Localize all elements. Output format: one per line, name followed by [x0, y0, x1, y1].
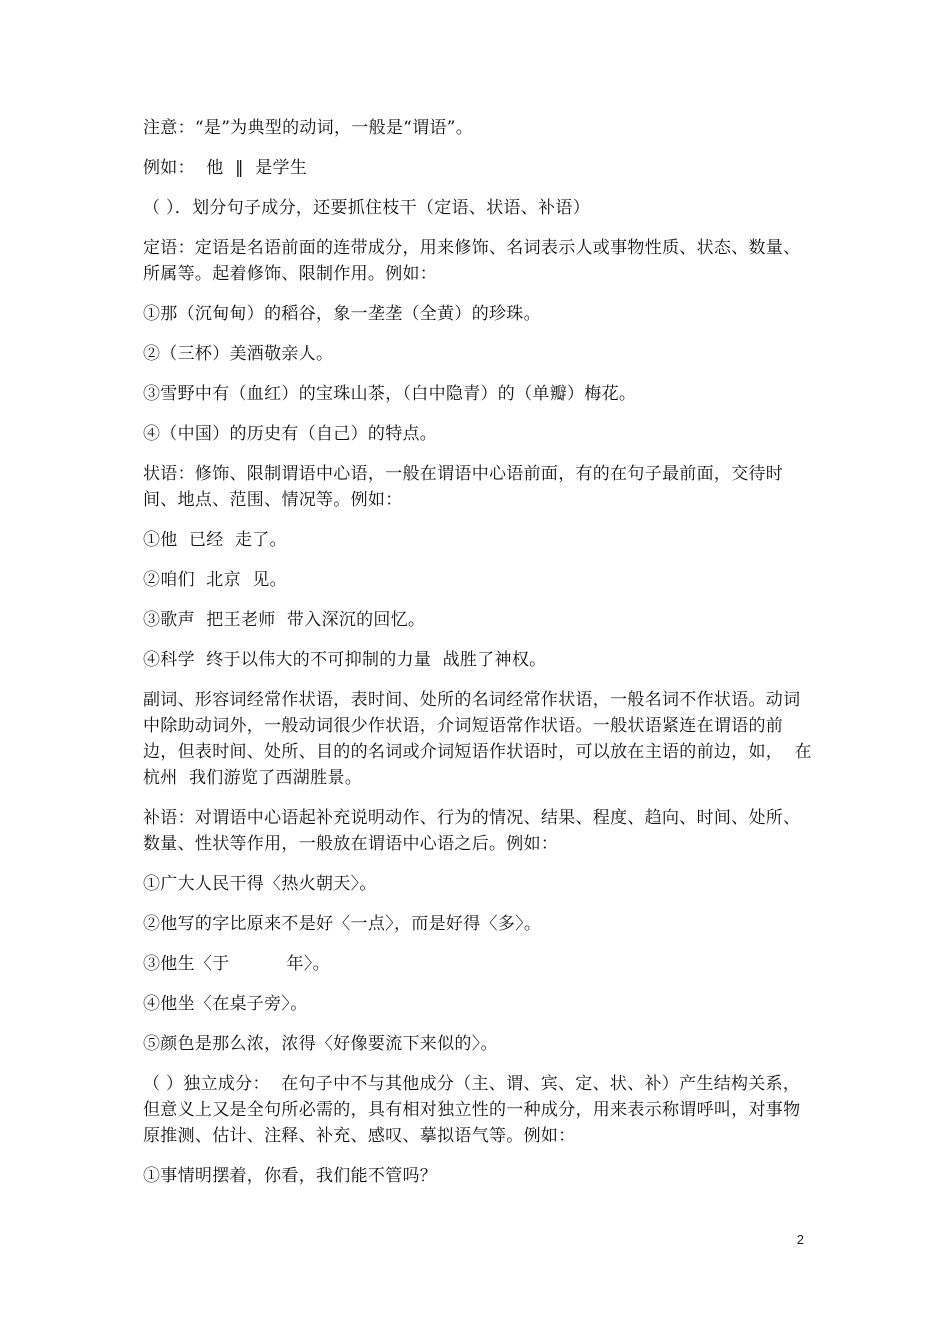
adverbial-example-1: ①他 已经 走了。 — [143, 530, 287, 550]
complement-example-5: ⑤颜色是那么浓，浓得〈好像要流下来似的〉。 — [143, 1034, 498, 1054]
example-paragraph: 例如： 他 ‖ 是学生 — [143, 158, 308, 178]
complement-example-2: ②他写的字比原来不是好〈一点〉，而是好得〈多〉。 — [143, 914, 542, 934]
page-number: 2 — [796, 1232, 804, 1247]
note-paragraph: 注意：“是”为典型的动词，一般是“谓语”。 — [143, 118, 474, 138]
complement-example-3: ③他生〈于 年〉。 — [143, 954, 330, 974]
attributive-example-1: ①那（沉甸甸）的稻谷，象一垄垄（全黄）的珍珠。 — [143, 304, 541, 324]
complement-example-1: ①广大人民干得〈热火朝天〉。 — [143, 874, 377, 894]
complement-definition: 补语：对谓语中心语起补充说明动作、行为的情况、结果、程度、趋向、时间、处所、数量、性状等作用，一般放在谓语中心语之后。例如： — [143, 808, 801, 854]
section-heading: （ ）．划分句子成分，还要抓住枝干（定语、状语、补语） — [143, 198, 591, 218]
adverbial-example-4: ④科学 终于以伟大的不可抑制的力量 战胜了神权。 — [143, 650, 547, 670]
page-body — [143, 115, 815, 1203]
adverbial-notes: 副词、形容词经常作状语，表时间、处所的名词经常作状语，一般名词不作状语。动词中除助动词外，一般动词很少作状语，介词短语常作状语。一般状语紧连在谓语的前边，但表时间、处所、目的的名词或介词短语作状语时，可以放在主语的前边，如， 在杭州 我们游览了西湖胜景。 — [143, 690, 812, 788]
adverbial-definition: 状语：修饰、限制谓语中心语，一般在谓语中心语前面，有的在句子最前面，交待时间、地点、范围、情况等。例如： — [143, 464, 784, 510]
attributive-definition: 定语：定语是名语前面的连带成分，用来修饰、名词表示人或事物性质、状态、数量、所属等。起着修饰、限制作用。例如： — [143, 238, 801, 284]
adverbial-example-2: ②咱们 北京 见。 — [143, 570, 287, 590]
adverbial-example-3: ③歌声 把王老师 带入深沉的回忆。 — [143, 610, 426, 630]
complement-example-4: ④他坐〈在桌子旁〉。 — [143, 994, 308, 1014]
attributive-example-3: ③雪野中有（血红）的宝珠山茶，（白中隐青）的（单瓣）梅花。 — [143, 384, 637, 404]
attributive-example-2: ②（三杯）美酒敬亲人。 — [143, 344, 334, 364]
independent-element-example-1: ①事情明摆着，你看，我们能不管吗？ — [143, 1166, 438, 1186]
independent-element-definition: （ ）独立成分： 在句子中不与其他成分（主、谓、宾、定、状、补）产生结构关系，但意义上又是全句所必需的，具有相对独立性的一种成分，用来表示称谓呼叫，对事物原推测、估计、注释、补充、感叹、摹拟语气等。例如： — [143, 1074, 801, 1146]
attributive-example-4: ④（中国）的历史有（自己）的特点。 — [143, 424, 438, 444]
